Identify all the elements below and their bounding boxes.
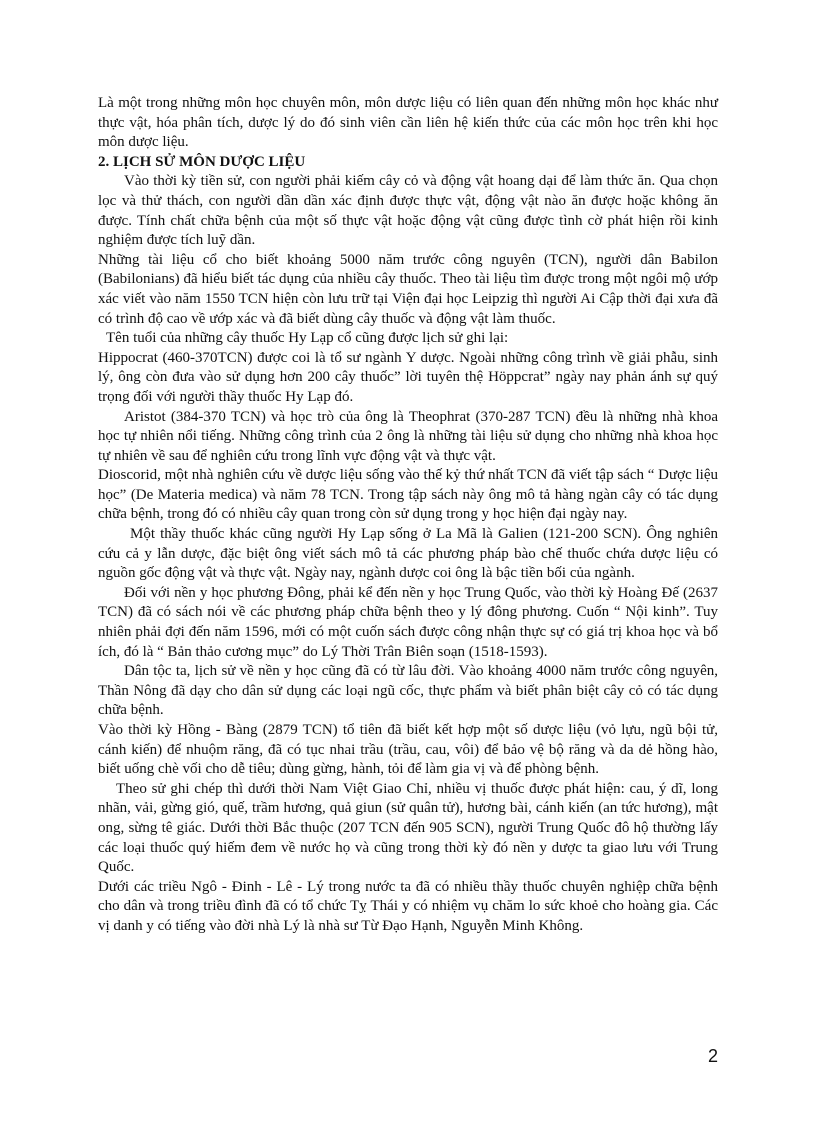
paragraph-hippocrat: Hippocrat (460-370TCN) được coi là tổ sư ngành Y dược. Ngoài những công trình về giải phẫu, sinh lý, ông còn đưa vào sử dụng hơn 200 cây thuốc” lời tuyên thệ Höppcrat” ngày nay phản ánh sự quý trọng đối với người thầy thuốc Hy Lạp đó. <box>98 349 718 405</box>
page-number: 2 <box>707 1046 718 1066</box>
paragraph-galien: Một thầy thuốc khác cũng người Hy Lạp sống ở La Mã là Galien (121-200 SCN). Ông nghiên cứu cả y lẫn dược, đặc biệt ông viết sách mô tả các phương pháp bào chế thuốc chứa dược liệu có nguồn gốc động vật và thực vật. Ngày nay, ngành dược coi ông là bậc tiền bối của ngành. <box>98 526 718 582</box>
paragraph-ancient-documents: Những tài liệu cổ cho biết khoảng 5000 năm trước công nguyên (TCN), người dân Babilon (Babilonians) đã hiểu biết tác dụng của nhiều cây thuốc. Theo tài liệu tìm được trong một ngôi mộ ướp xác viết vào năm 1550 TCN hiện còn lưu trữ tại Viện đại học Leipzig thì người Ai Cập thời đại xưa đã có trình độ cao về ướp xác và đã biết dùng cây thuốc và động vật làm thuốc. <box>98 251 718 327</box>
paragraph-vietnam-history: Dân tộc ta, lịch sử về nền y học cũng đã có từ lâu đời. Vào khoảng 4000 năm trước công nguyên, Thần Nông đã dạy cho dân sử dụng các loại ngũ cốc, thực phẩm và biết phân biệt cây cỏ có tác dụng chữa bệnh. <box>98 663 718 719</box>
intro-paragraph: Là một trong những môn học chuyên môn, môn dược liệu có liên quan đến những môn học khác như thực vật, hóa phân tích, dược lý do đó sinh viên cần liên hệ kiến thức của các môn học trên khi học môn dược liệu. <box>98 95 718 151</box>
paragraph-aristot: Aristot (384-370 TCN) và học trò của ông là Theophrat (370-287 TCN) đều là những nhà khoa học tự nhiên nổi tiếng. Những công trình của 2 ông là những tài liệu sử dụng cho những nhà khoa học tự nhiên về sau để nghiên cứu trong lĩnh vực động vật và thực vật. <box>98 408 718 464</box>
paragraph-dynasties: Dưới các triều Ngô - Đinh - Lê - Lý trong nước ta đã có nhiều thầy thuốc chuyên nghiệp chữa bệnh cho dân và trong triều đình đã có tổ chức Tỵ Thái y có nhiệm vụ chăm lo sức khoẻ cho hoàng gia. Các vị danh y có tiếng vào đời nhà Lý là nhà sư Từ Đạo Hạnh, Nguyễn Minh Không. <box>98 878 718 934</box>
paragraph-dioscorid: Dioscorid, một nhà nghiên cứu về dược liệu sống vào thế kỷ thứ nhất TCN đã viết tập sách “ Dược liệu học” (De Materia medica) và năm 78 TCN. Trong tập sách này ông mô tả hàng ngàn cây có tác dụng chữa bệnh, trong đó có nhiều cây quan trong còn sử dụng trong y học hiện đại ngày nay. <box>98 467 718 523</box>
paragraph-prehistory: Vào thời kỳ tiền sử, con người phải kiếm cây cỏ và động vật hoang dại để làm thức ăn. Qua chọn lọc và thử thách, con người dần dần xác định được thực vật, động vật nào ăn được hoặc không ăn được. Tính chất chữa bệnh của một số thực vật hoặc động vật cũng được tình cờ phát hiện rồi kinh nghiệm được tích luỹ dần. <box>98 173 718 249</box>
paragraph-hong-bang: Vào thời kỳ Hồng - Bàng (2879 TCN) tổ tiên đã biết kết hợp một số dược liệu (vỏ lựu, ngũ bội tử, cánh kiến) để nhuộm răng, đã có tục nhai trầu (trầu, cau, vôi) để bảo vệ bộ răng và da dẻ hồng hào, biết uống chè vối cho dễ tiêu; dùng gừng, hành, tỏi để làm gia vị và để phòng bệnh. <box>98 722 718 778</box>
document-body <box>98 94 718 937</box>
section-heading: 2. LỊCH SỬ MÔN DƯỢC LIỆU <box>98 153 306 170</box>
paragraph-greek-intro: Tên tuổi của những cây thuốc Hy Lạp cổ cũng được lịch sử ghi lại: <box>106 330 509 347</box>
paragraph-nam-viet: Theo sử ghi chép thì dưới thời Nam Việt Giao Chỉ, nhiều vị thuốc được phát hiện: cau, ý dĩ, long nhãn, vải, gừng gió, quế, trầm hương, quả giun (sử quân tử), hương bài, cánh kiến (an tức hương), mật ong, sừng tê giác. Dưới thời Bắc thuộc (207 TCN đến 905 SCN), người Trung Quốc đô hộ thường lấy các loại thuốc quý hiếm đem về nước họ và cũng trong thời kỳ đó nền y dược ta giao lưu với Trung Quốc. <box>98 780 718 876</box>
paragraph-eastern-medicine: Đối với nền y học phương Đông, phải kể đến nền y học Trung Quốc, vào thời kỳ Hoàng Đế (2637 TCN) đã có sách nói về các phương pháp chữa bệnh theo y lý đông phương. Cuốn “ Nội kinh”. Tuy nhiên phải đợi đến năm 1596, mới có một cuốn sách được công nhận thực sự có giá trị khoa học và bổ ích, đó là “ Bản thảo cương mục” do Lý Thời Trân Biên soạn (1518-1593). <box>98 584 718 660</box>
